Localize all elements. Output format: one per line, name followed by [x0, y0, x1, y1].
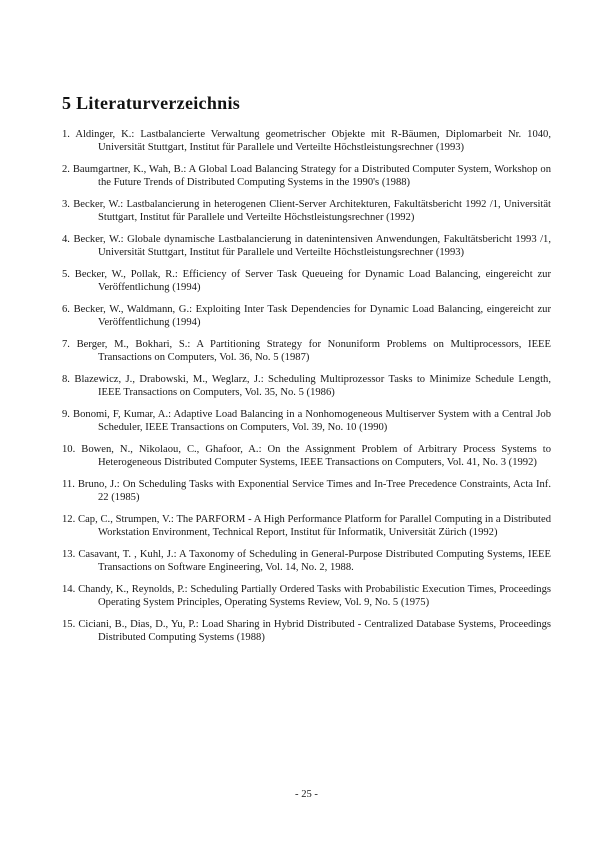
page-number: - 25 -	[295, 789, 318, 800]
reference-entry	[62, 548, 551, 574]
reference-entry	[62, 128, 551, 154]
reference-entry	[62, 513, 551, 539]
reference-number: 10.	[62, 444, 76, 455]
reference-list	[62, 128, 551, 644]
reference-number: 1.	[62, 129, 70, 140]
reference-text: Casavant, T. , Kuhl, J.: A Taxonomy of Scheduling in General-Purpose Distributed Computing Systems, IEEE Transactions on Software Engineering, Vol. 14, No. 2, 1988.	[78, 549, 551, 573]
reference-text: Becker, W.: Globale dynamische Lastbalancierung in datenintensiven Anwendungen, Fakultätsbericht 1993 /1, Universität Stuttgart, Institut für Parallele und Verteilte Höchstleistungsrechner (1993)	[73, 234, 551, 258]
section-heading: 5 Literaturverzeichnis	[62, 93, 241, 113]
reference-text: Chandy, K., Reynolds, P.: Scheduling Partially Ordered Tasks with Probabilistic Execution Times, Proceedings Operating System Principles, Operating Systems Review, Vol. 9, No. 5 (1975)	[78, 584, 551, 608]
reference-number: 14.	[62, 584, 76, 595]
reference-number: 2.	[62, 164, 70, 175]
reference-entry	[62, 618, 551, 644]
reference-text: Blazewicz, J., Drabowski, M., Weglarz, J.: Scheduling Multiprozessor Tasks to Minimize Schedule Length, IEEE Transactions on Computers, Vol. 35, No. 5 (1986)	[74, 374, 551, 398]
reference-number: 8.	[62, 374, 70, 385]
reference-text: Cap, C., Strumpen, V.: The PARFORM - A High Performance Platform for Parallel Computing in a Distributed Workstation Environment, Technical Report, Institut für Informatik, Universität Zürich (1992)	[78, 514, 551, 538]
reference-text: Becker, W., Waldmann, G.: Exploiting Inter Task Dependencies for Dynamic Load Balancing, eingereicht zur Veröffentlichung (1994)	[73, 304, 551, 328]
reference-entry	[62, 233, 551, 259]
reference-number: 6.	[62, 304, 70, 315]
reference-text: Becker, W., Pollak, R.: Efficiency of Server Task Queueing for Dynamic Load Balancing, eingereicht zur Veröffentlichung (1994)	[74, 269, 551, 293]
reference-number: 12.	[62, 514, 76, 525]
reference-text: Becker, W.: Lastbalancierung in heterogenen Client-Server Architekturen, Fakultätsbericht 1992 /1, Universität Stuttgart, Institut für Parallele und Verteilte Höchstleistungsrechner (1992)	[73, 199, 551, 223]
reference-number: 15.	[62, 619, 76, 630]
reference-text: Ciciani, B., Dias, D., Yu, P.: Load Sharing in Hybrid Distributed - Centralized Database Systems, Proceedings Distributed Computing Systems (1988)	[78, 619, 551, 643]
reference-entry	[62, 198, 551, 224]
reference-number: 7.	[62, 339, 70, 350]
reference-number: 9.	[62, 409, 70, 420]
reference-entry	[62, 443, 551, 469]
reference-number: 4.	[62, 234, 70, 245]
reference-entry	[62, 268, 551, 294]
reference-number: 13.	[62, 549, 76, 560]
reference-entry	[62, 163, 551, 189]
reference-entry	[62, 338, 551, 364]
reference-entry	[62, 583, 551, 609]
page-content	[62, 93, 551, 653]
reference-entry	[62, 408, 551, 434]
reference-text: Baumgartner, K., Wah, B.: A Global Load Balancing Strategy for a Distributed Computer System, Workshop on the Future Trends of Distributed Computing Systems in the 1990's (1988)	[72, 164, 551, 188]
reference-text: Aldinger, K.: Lastbalancierte Verwaltung geometrischer Objekte mit R-Bäumen, Diplomarbeit Nr. 1040, Universität Stuttgart, Institut für Parallele und Verteilte Höchstleistungsrechner (1993)	[75, 129, 551, 153]
reference-text: Berger, M., Bokhari, S.: A Partitioning Strategy for Nonuniform Problems on Multiprocessors, IEEE Transactions on Computers, Vol. 36, No. 5 (1987)	[76, 339, 551, 363]
reference-text: Bowen, N., Nikolaou, C., Ghafoor, A.: On the Assignment Problem of Arbitrary Process Systems to Heterogeneous Distributed Computer Systems, IEEE Transactions on Computers, Vol. 41, No. 3 (1992)	[81, 444, 551, 468]
reference-entry	[62, 478, 551, 504]
reference-entry	[62, 303, 551, 329]
reference-text: Bruno, J.: On Scheduling Tasks with Exponential Service Times and In-Tree Precedence Constraints, Acta Inf. 22 (1985)	[77, 479, 551, 503]
reference-entry	[62, 373, 551, 399]
reference-number: 5.	[62, 269, 70, 280]
reference-text: Bonomi, F, Kumar, A.: Adaptive Load Balancing in a Nonhomogeneous Multiserver System with a Central Job Scheduler, IEEE Transactions on Computers, Vol. 39, No. 10 (1990)	[73, 409, 551, 433]
reference-number: 3.	[62, 199, 70, 210]
reference-number: 11.	[62, 479, 75, 490]
